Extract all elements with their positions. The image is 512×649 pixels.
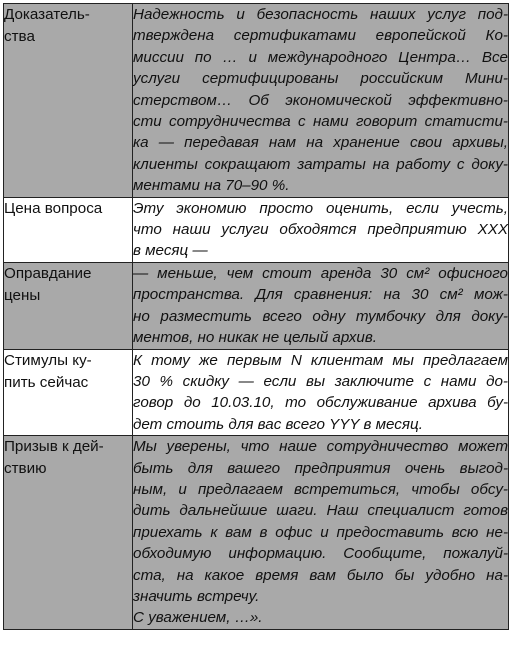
row-label-line: ствию [4,460,47,478]
row-text-line: Эту экономию просто оценить, если учесть, [133,199,508,217]
row-text-line: в месяц — [133,242,208,260]
row-text-line: стерством… Об экономической эффективно- [133,91,508,109]
document-table [3,3,509,630]
row-label-line: Цена вопроса [4,199,103,217]
row-label-line: Призыв к дей- [4,438,104,456]
row-text-line: ста, на какое время вам было бы удобно на- [133,566,508,584]
row-text-line: приехать к вам в офис и предоставить всю не- [133,523,508,541]
table-row [4,262,509,349]
row-text-cell [133,262,509,349]
row-text-line: пространства. Для сравнения: на 30 см² мож- [133,286,508,304]
row-text-line: обходимую информацию. Сообщите, пожалуй- [133,545,508,563]
row-text-cell [133,349,509,436]
row-text-line: ментов, но никак не целый архив. [133,329,377,347]
row-text-line: говор до 10.03.10, то обслуживание архива бу- [133,394,508,412]
table-body [4,4,509,630]
row-text-line: но разместить всего одну тумбочку для доку- [133,307,508,325]
table-row [4,436,509,630]
row-text-line: клиенты сокращают затраты на работу с доку- [133,155,508,173]
row-text-line: Надежность и безопасность наших услуг под- [133,6,508,23]
row-text-line: ментами на 70–90 %. [133,177,290,195]
row-label-line: Стимулы ку- [4,351,92,369]
row-label-line: пить сейчас [4,373,89,391]
row-text-line: — меньше, чем стоит аренда 30 см² офисного [133,264,508,282]
row-text-line: ка — передавая нам на хранение свои архивы, [133,134,508,152]
table-row [4,197,509,262]
row-text-line: К тому же первым N клиентам мы предлагаем [133,351,508,369]
row-text-line: С уважением, …». [133,609,263,627]
row-text-line: ным, и предлагаем встретиться, чтобы обсу- [133,480,508,498]
row-text-line: 30 % скидку — если вы заключите с нами до- [133,372,508,390]
row-label-cell [4,4,133,198]
row-text-cell [133,436,509,630]
row-label-line: цены [4,286,41,304]
row-text-line: дить дальнейшие шаги. Наш специалист готов [133,502,508,520]
row-text-line: значить встречу. [133,587,260,605]
row-text-cell [133,197,509,262]
row-label-cell [4,436,133,630]
row-text-line: миссии по … и международного Центра… Все [133,48,508,66]
row-text-line: услуги сертифицированы российским Мини- [133,70,508,88]
row-label-line: Доказатель- [4,6,90,23]
row-text-cell [133,4,509,198]
row-text-line: дет стоить для вас всего YYY в месяц. [133,415,423,433]
row-label-cell [4,262,133,349]
table-row [4,349,509,436]
row-text-line: тверждена сертификатами европейской Ко- [133,27,508,45]
row-label-line: Оправдание [4,264,92,282]
row-text-line: что наши услуги обходятся предприятию XXX [133,221,508,239]
row-text-line: быть для вашего предприятия очень выгод- [133,459,508,477]
row-text-line: сти сотрудничества с нами говорит статисти- [133,113,508,131]
row-label-cell [4,349,133,436]
row-text-line: Мы уверены, что наше сотрудничество может [133,438,508,456]
table-row [4,4,509,198]
row-label-cell [4,197,133,262]
row-label-line: ства [4,28,35,45]
